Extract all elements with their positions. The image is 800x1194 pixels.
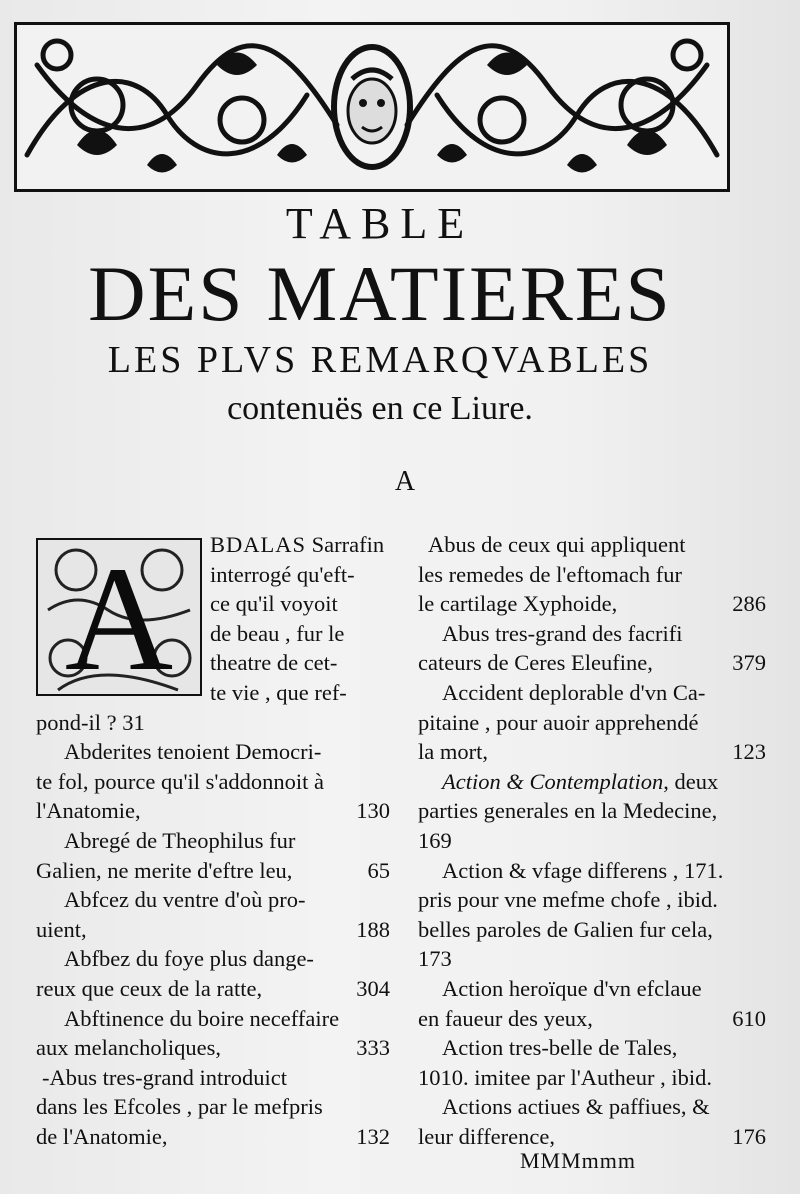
entry-line: uient,	[36, 916, 87, 942]
title-line-1: TABLE	[285, 199, 475, 248]
catchword: MMMmmm	[520, 1148, 637, 1173]
entry-line: Action & vfage differens , 171.	[442, 857, 724, 883]
left-column	[36, 530, 400, 1151]
entry-line: l'Anatomie,	[36, 798, 141, 824]
index-entry	[36, 1063, 400, 1152]
first-entry-line: te vie , que ref-	[210, 679, 347, 705]
index-entry	[36, 1004, 400, 1063]
entry-line: reux que ceux de la ratte,	[36, 975, 263, 1001]
entry-line: parties generales en la Medecine,	[418, 798, 718, 824]
index-entry	[418, 678, 766, 767]
entry-line: les remedes de l'eftomach fur	[418, 561, 682, 587]
entry-line: te fol, pource qu'il s'addonnoit à	[36, 768, 325, 794]
entry-line: Abderites tenoient Democri-	[64, 739, 322, 765]
entry-line: Galien, ne merite d'eftre leu,	[36, 857, 293, 883]
entry-line: , deux	[663, 768, 719, 794]
entry-line: dans les Efcoles , par le mefpris	[36, 1094, 323, 1120]
first-entry-line: de beau , fur le	[210, 620, 345, 646]
entry-line: cateurs de Ceres Eleufine,	[418, 650, 653, 676]
page-number: 304	[356, 975, 390, 1001]
title-block	[0, 196, 760, 442]
entry-line: Abregé de Theophilus fur	[64, 827, 296, 853]
first-entry-line: interrogé qu'eft-	[210, 561, 355, 587]
entry-line: Abus tres-grand des facrifi	[442, 620, 683, 646]
index-entry	[36, 885, 400, 944]
page-number: 333	[356, 1035, 390, 1061]
title-line-2: DES MATIERES	[88, 250, 672, 337]
page-number: 188	[356, 916, 390, 942]
index-entry	[418, 856, 766, 974]
entry-line: en faueur des yeux,	[418, 1005, 593, 1031]
dropcap-letter: A	[64, 538, 174, 696]
right-column	[418, 530, 766, 1151]
entry-line: pitaine , pour auoir apprehendé	[418, 709, 699, 735]
first-entry-line: Sarrafin	[311, 532, 385, 557]
page-number: 132	[356, 1123, 390, 1149]
page-number: 286	[732, 591, 766, 617]
entry-line: Abfcez du ventre d'où pro-	[64, 887, 306, 913]
entry-line: Abftinence du boire neceffaire	[64, 1005, 340, 1031]
entry-line: Abus de ceux qui appliquent	[428, 532, 686, 557]
title-line-4: contenuës en ce Liure.	[227, 390, 533, 427]
foliage-ornament-icon	[17, 25, 727, 189]
index-entry	[36, 737, 400, 826]
entry-line: la mort,	[418, 739, 488, 765]
page-number: 379	[732, 650, 766, 676]
page-number: 176	[732, 1123, 766, 1149]
page-number: 130	[356, 798, 390, 824]
entry-line: pris pour vne mefme chofe , ibid.	[418, 887, 718, 913]
entry-line: 1010. imitee par l'Autheur , ibid.	[418, 1064, 712, 1090]
first-entry-line: theatre de cet-	[210, 650, 338, 676]
index-entry	[418, 767, 766, 856]
entry-line: le cartilage Xyphoide,	[418, 591, 618, 617]
entry-line: de l'Anatomie,	[36, 1123, 168, 1149]
entry-line: 169	[418, 827, 452, 853]
entry-line: Accident deplorable d'vn Ca-	[442, 679, 706, 705]
title-line-3: LES PLVS REMARQVABLES	[107, 339, 653, 381]
index-entry	[36, 826, 400, 885]
entry-line: Abfbez du foye plus dange-	[64, 946, 314, 972]
section-letter: A	[394, 466, 416, 497]
index-entry	[418, 1033, 766, 1092]
index-entry	[36, 944, 400, 1003]
entry-line: Action tres-belle de Tales,	[442, 1035, 678, 1061]
entry-line: 173	[418, 946, 452, 972]
page-number: 123	[732, 739, 766, 765]
page-number: 610	[732, 1005, 766, 1031]
entry-italic-lead: Action & Contemplation	[442, 768, 664, 794]
entry-line: -Abus tres-grand introduict	[42, 1064, 287, 1090]
page-number: 65	[367, 857, 390, 883]
ornamental-headpiece	[14, 22, 730, 192]
entry-line: leur difference,	[418, 1123, 555, 1149]
entry-line: aux melancholiques,	[36, 1035, 221, 1061]
entry-line: Action heroïque d'vn efclaue	[442, 975, 702, 1001]
first-entry-line: pond-il ? 31	[36, 709, 145, 735]
first-entry-line: ce qu'il voyoit	[210, 591, 338, 617]
index-entry	[418, 974, 766, 1033]
entry-line: belles paroles de Galien fur cela,	[418, 916, 713, 942]
index-entry	[418, 619, 766, 678]
index-entry	[418, 530, 766, 619]
index-entry	[418, 1092, 766, 1151]
decorated-initial-icon	[36, 538, 202, 696]
first-entry-lead: BDALAS	[210, 532, 307, 557]
entry-line: Actions actiues & paffiues, &	[442, 1094, 710, 1120]
